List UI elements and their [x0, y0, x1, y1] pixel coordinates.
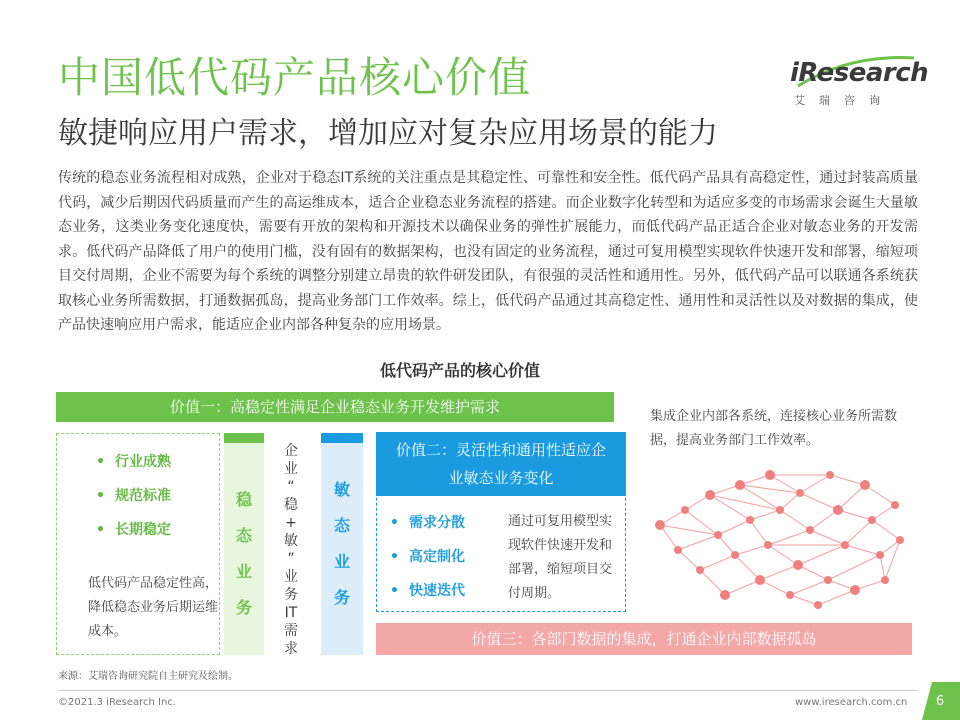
agile-business-label: 敏 态 业 务: [333, 480, 350, 607]
network-link: [718, 520, 750, 535]
network-link: [838, 485, 865, 510]
network-link: [830, 475, 865, 485]
network-link: [740, 485, 800, 493]
list-item: • 行业成熟: [96, 454, 171, 470]
network-link: [678, 535, 718, 550]
network-link: [750, 510, 780, 520]
network-node: [655, 520, 665, 530]
data-network-icon: [640, 455, 910, 615]
network-node: [881, 576, 889, 584]
network-link: [818, 590, 855, 605]
network-link: [790, 580, 828, 595]
network-node: [714, 531, 722, 539]
network-link: [735, 555, 760, 580]
value-three-bar: 价值三：各部门数据的集成，打通企业内部数据孤岛: [376, 623, 912, 655]
network-node: [764, 541, 772, 549]
network-link: [768, 545, 798, 565]
network-node: [731, 551, 739, 559]
network-node: [860, 480, 870, 490]
network-link: [800, 475, 830, 493]
network-node: [696, 566, 704, 574]
list-item: • 规范标准: [96, 488, 171, 504]
network-node: [746, 516, 754, 524]
copyright: ©2021.3 iResearch Inc.: [58, 697, 176, 708]
network-node: [796, 489, 804, 497]
logo-wordmark: iResearch: [790, 58, 929, 88]
network-link: [760, 580, 790, 595]
list-item: • 高定制化: [390, 549, 465, 565]
network-link: [780, 510, 810, 530]
network-link: [660, 525, 718, 535]
network-link: [798, 545, 845, 565]
network-node: [786, 591, 794, 599]
network-link: [810, 510, 838, 530]
network-link: [740, 485, 780, 510]
network-link: [838, 510, 872, 520]
network-link: [685, 510, 718, 535]
network-link: [710, 495, 750, 520]
network-node: [850, 585, 860, 595]
network-node: [833, 505, 843, 515]
network-node: [793, 560, 803, 570]
network-link: [872, 505, 895, 520]
network-node: [841, 541, 849, 549]
network-node: [776, 506, 784, 514]
list-item: • 长期稳定: [96, 522, 171, 538]
network-node: [891, 501, 899, 509]
network-link: [845, 545, 880, 555]
stable-list: [96, 452, 171, 554]
network-link: [810, 530, 845, 545]
network-node: [765, 470, 775, 480]
stable-business-label: 稳 态 业 务: [235, 490, 252, 617]
network-node: [735, 480, 745, 490]
network-link: [828, 555, 880, 580]
network-node: [896, 536, 904, 544]
network-link: [700, 555, 735, 570]
page-subtitle: 敏捷响应用户需求，增加应对复杂应用场景的能力: [58, 116, 718, 151]
network-node: [814, 601, 822, 609]
website: www.iresearch.com.cn: [795, 697, 908, 708]
source-note: 来源：艾瑞咨询研究院自主研究及绘制。: [58, 671, 238, 682]
network-link: [700, 570, 725, 595]
it-demand-vertical-label: 企 业 “ 稳 + 敏 ” 业 务 IT 需 求: [284, 443, 298, 657]
agile-column-cap: [321, 433, 363, 443]
value-two-header: 价值二：灵活性和通用性适应企 业敏态业务变化: [376, 432, 626, 496]
network-link: [872, 520, 900, 540]
iresearch-logo: [790, 52, 929, 108]
network-link: [865, 485, 895, 505]
stable-column-cap: [224, 433, 264, 443]
network-node: [720, 590, 730, 600]
network-link: [678, 550, 700, 570]
network-node: [806, 526, 814, 534]
intro-paragraph: 传统的稳态业务流程相对成熟，企业对于稳态IT系统的关注重点是其稳定性、可靠性和安全性。低代码产品具有高稳定性，通过封装高质量代码，减少后期因代码质量而产生的高运维成本，适合企业稳态业务流程的搭建。而企业数字化转型和为适应多变的市场需求会诞生大量敏态业务，这类业务变化速度快，需要有开放的架构和开源技术以确保业务的弹性扩展能力，而低代码产品正适合企业对敏态业务的开发需求。低代码产品降低了用户的使用门槛，没有固有的数据架构，也没有固定的业务流程，通过可复用模型实现软件快速开发和部署，缩短项目交付周期，企业不需要为每个系统的调整分别建立昂贵的软件研发团队，有很强的灵活性和通用性。另外，低代码产品可以联通各系统获取核心业务所需数据，打通数据孤岛，提高业务部门工作效率。综上，低代码产品通过其高稳定性、通用性和灵活性以及对数据的集成，使产品快速响应用户需求，能适应企业内部各种复杂的应用场景。: [58, 170, 918, 333]
network-node: [705, 490, 715, 500]
list-item: • 快速迭代: [390, 583, 465, 599]
network-node: [755, 575, 765, 585]
network-node: [826, 471, 834, 479]
network-link: [845, 520, 872, 545]
network-node: [681, 506, 689, 514]
network-link: [770, 475, 800, 493]
network-link: [790, 595, 818, 605]
integration-note: 集成企业内部各系统，连接核心业务所需数据，提高业务部门工作效率。: [650, 409, 898, 448]
page-title: 中国低代码产品核心价值: [58, 53, 532, 102]
stable-description: 低代码产品稳定性高，降低稳态业务后期运维成本。: [88, 576, 219, 639]
network-node: [876, 551, 884, 559]
network-node: [868, 516, 876, 524]
diagram-title: 低代码产品的核心价值: [380, 361, 541, 380]
network-link: [798, 565, 828, 580]
network-node: [674, 546, 682, 554]
list-item: • 需求分散: [390, 515, 465, 531]
network-link: [735, 545, 768, 555]
value-one-bar: 价值一：高稳定性满足企业稳态业务开发维护需求: [56, 392, 614, 422]
footer-divider: [58, 690, 918, 691]
network-link: [725, 580, 760, 595]
page-number: 6: [935, 694, 945, 709]
network-link: [760, 565, 798, 580]
network-link: [800, 493, 838, 510]
logo-chinese: 艾瑞咨询: [794, 94, 894, 107]
network-link: [750, 520, 768, 545]
network-node: [824, 576, 832, 584]
agile-list: [390, 513, 465, 615]
network-link: [768, 530, 810, 545]
agile-description: 通过可复用模型实现软件快速开发和部署，缩短项目交付周期。: [508, 514, 613, 601]
network-link: [710, 495, 780, 510]
